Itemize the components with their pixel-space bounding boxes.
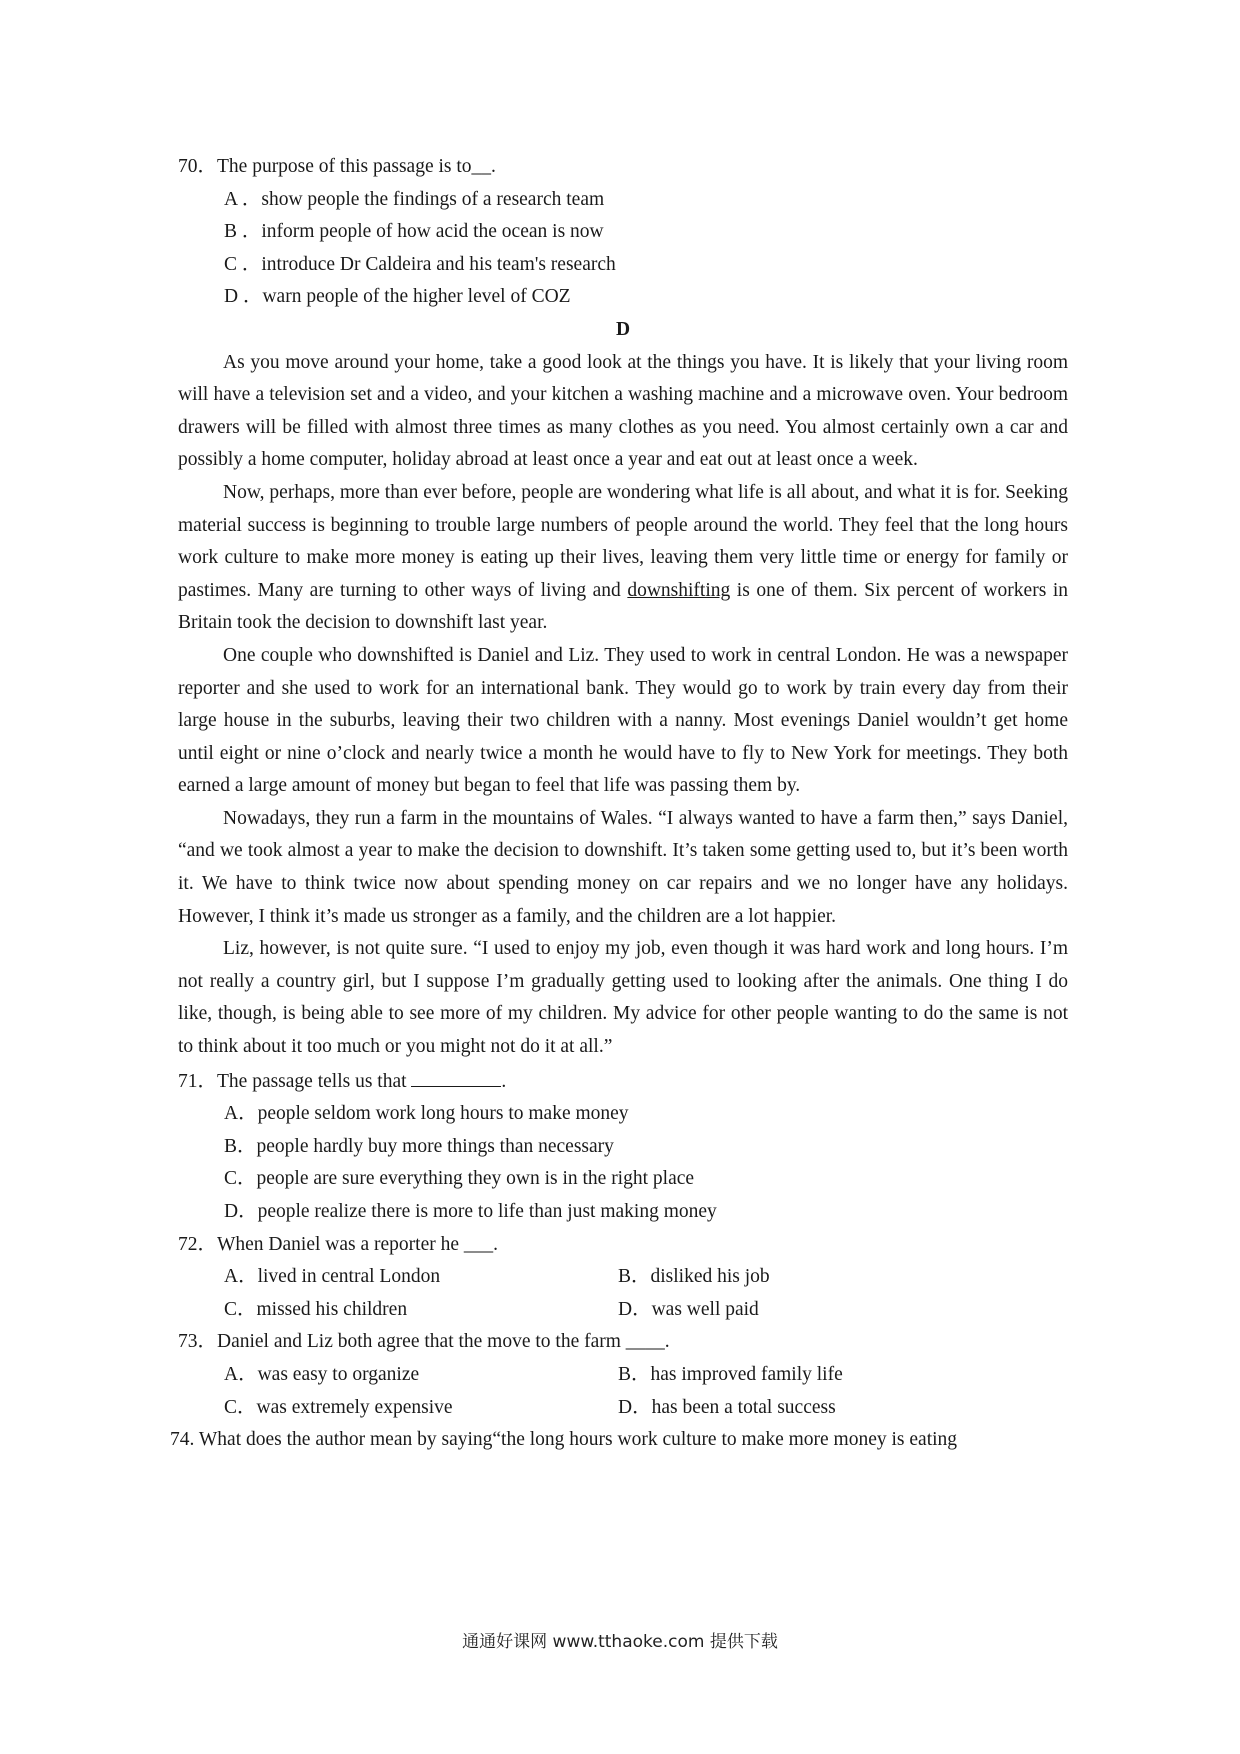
passage-paragraph-4: Nowadays, they run a farm in the mountains of Wales. “I always wanted to have a farm then,” says Daniel, “and we took almost a year to make the decision to downshift. It’s taken some getting used to, but it’s been worth it. We have to think twice now about spending money on car repairs and we no longer have any holidays. However, I think it’s made us stronger as a family, and the children are a lot happier.: [178, 807, 1068, 927]
passage-paragraph-1: As you move around your home, take a good look at the things you have. It is likely that your living room will have a television set and a video, and your kitchen a washing machine and a microwave oven. Your bedroom drawers will be filled with almost three times as many clothes as you need. You almost certainly own a car and possibly a home computer, holiday abroad at least once a year and eat out at least once a week.: [178, 351, 1068, 471]
question-73-options-row-1: [224, 1359, 1068, 1392]
paragraph-2-text-end: is one of them. Six percent of workers in Britain took the decision to downshift last year.: [178, 579, 1068, 634]
question-73-option-b: B．has improved family life: [618, 1363, 843, 1385]
question-74-stem: 74. What does the author mean by saying“the long hours work culture to make more money is eating: [170, 1429, 958, 1451]
question-72-option-c: C．missed his children: [224, 1298, 408, 1320]
question-73-option-c: C．was extremely expensive: [224, 1396, 453, 1418]
underlined-word-downshifting: downshifting: [627, 579, 731, 601]
page-content: [170, 151, 1068, 1457]
passage-paragraph-2: [178, 477, 1068, 640]
question-72-options-row-2: [224, 1294, 1068, 1327]
passage-paragraph-3: One couple who downshifted is Daniel and Liz. They used to work in central London. He was a newspaper reporter and she used to work for an international bank. They would go to work by train every day from their large house in the suburbs, leaving their two children with a nanny. Most evenings Daniel wouldn’t get home until eight or nine o’clock and nearly twice a month he would have to fly to New York for meetings. They both earned a large amount of money but began to feel that life was passing them by.: [178, 644, 1068, 797]
page-footer: 通通好课网 www.tthaoke.com 提供下载: [462, 1632, 778, 1652]
question-73-stem: 73．Daniel and Liz both agree that the move to the farm ____.: [178, 1331, 670, 1353]
question-70-option-a: A ．show people the findings of a research team: [224, 188, 605, 210]
question-71-option-a: A．people seldom work long hours to make money: [224, 1103, 629, 1125]
question-70-option-c: C ．introduce Dr Caldeira and his team's research: [224, 253, 616, 275]
question-72-option-a: A．lived in central London: [224, 1266, 441, 1288]
question-71-option-b: B．people hardly buy more things than necessary: [224, 1135, 614, 1157]
paragraph-2-text-start: Now, perhaps, more than ever before, people are wondering what life is all about, and what it is for. Seeking material success is beginning to trouble large numbers of people around the world. They feel that the long hours work culture to make more money is eating up their lives, leaving them very little time or energy for family or pastimes. Many are turning to other ways of living and: [178, 481, 1068, 601]
passage-title: D: [615, 318, 631, 340]
question-73-option-a: A．was easy to organize: [224, 1363, 420, 1385]
passage-paragraph-5: Liz, however, is not quite sure. “I used to enjoy my job, even though it was hard work and long hours. I’m not really a country girl, but I suppose I’m gradually getting used to looking after the animals. One thing I do like, though, is being able to see more of my children. My advice for other people wanting to do the same is not to think about it too much or you might not do it at all.”: [178, 938, 1068, 1058]
question-71-stem: [178, 1064, 1068, 1099]
question-72-stem: 72．When Daniel was a reporter he ___.: [178, 1233, 499, 1255]
question-70-option-d: D ．warn people of the higher level of COZ: [224, 286, 571, 308]
question-72-option-d: D．was well paid: [618, 1298, 759, 1320]
question-72-option-b: B．disliked his job: [618, 1266, 770, 1288]
question-71-end: .: [501, 1070, 507, 1092]
question-72-options-row-1: [224, 1261, 1068, 1294]
question-71-text: 71．The passage tells us that: [178, 1070, 407, 1092]
answer-blank: [411, 1064, 501, 1087]
question-73-option-d: D．has been a total success: [618, 1396, 836, 1418]
question-73-options-row-2: [224, 1392, 1068, 1425]
question-71-option-c: C．people are sure everything they own is in the right place: [224, 1168, 695, 1190]
question-70-option-b: B ．inform people of how acid the ocean is now: [224, 221, 604, 243]
question-70-stem: 70．The purpose of this passage is to__.: [178, 156, 496, 177]
question-71-option-d: D．people realize there is more to life than just making money: [224, 1201, 717, 1222]
